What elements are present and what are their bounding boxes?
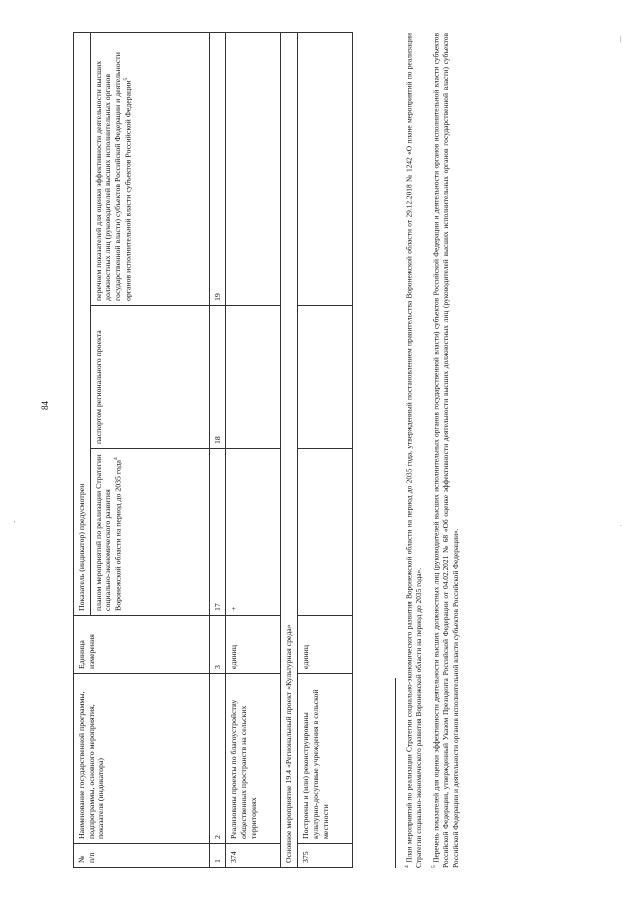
header-indicator-group: Показатель (индикатор) предусмотрен: [74, 33, 91, 616]
col-number: 1: [209, 844, 226, 868]
row-unit: единиц: [298, 616, 353, 674]
col-number: 2: [209, 674, 226, 844]
row-list-mark: [298, 33, 353, 306]
column-numbers-row: [209, 33, 226, 868]
footnote: $^4$ План мероприятий по реализации Стратегии социально-экономического развития Воронежской области на период до 2035 года, утвержденный постановлением правительства Воронежской области от 29.12.2018 № 1242 «О плане мероприятий по реализации Стратегии социально-экономического развития Воронежской области на период до 2035 года».: [404, 33, 424, 868]
margin-mark: |: [620, 35, 622, 43]
page-number: 84: [40, 401, 50, 410]
rotated-page-content: [73, 33, 588, 868]
section-title: Основное мероприятие 19.4 «Региональный проект «Культурная среда»: [281, 33, 298, 868]
col-number: 17: [209, 449, 226, 616]
col-number: 19: [209, 33, 226, 306]
row-plan-mark: [298, 449, 353, 616]
indicators-table: [73, 32, 353, 868]
row-passport-mark: [298, 306, 353, 449]
row-plan-mark: +: [226, 449, 281, 616]
footnote-rule: [395, 678, 396, 868]
header-name: Наименование государственной программы, подпрограммы, основного мероприятия, показателя (индикатора): [74, 674, 210, 844]
subheader-passport: паспортом регионального проекта: [90, 306, 209, 449]
header-unit: Единица измерения: [74, 616, 210, 674]
subheader-list: перечнем показателей для оценки эффективности деятельности высших должностных лиц (руководителей высших исполнительных органов государственной власти) субъектов Российской Федерации и деятельности органов исполнительной власти субъектов Российской Федерации$^5$: [90, 33, 209, 306]
footnotes: [395, 33, 460, 868]
subheader-plan: планом мероприятий по реализации Стратегии социально-экономического развития Воронежской области на период до 2035 года$^4$: [90, 449, 209, 616]
margin-mark: .: [620, 520, 622, 528]
col-number: 3: [209, 616, 226, 674]
margin-mark: ': [14, 520, 16, 528]
section-row: [281, 33, 298, 868]
row-name: Построены и (или) реконструированы культурно-досуговые учреждения в сельской местности: [298, 674, 353, 844]
row-num: 375: [298, 844, 353, 868]
row-name: Реализованы проекты по благоустройству общественных пространств на сельских территориях: [226, 674, 281, 844]
table-header-row: [74, 33, 91, 868]
table-row: [298, 33, 353, 868]
footnote: $^5$ Перечень показателей для оценки эффективности деятельности высших должностных лиц (руководителей высших исполнительных органов государственной власти) субъектов Российской Федерации и деятельности органов исполнительной власти субъектов Российской Федерации, утвержденный Указом Президента Российской Федерации от 04.02.2021 № 68 «Об оценке эффективности деятельности высших должностных лиц (руководителей высших исполнительных органов государственной власти) субъектов Российской Федерации и деятельности органов исполнительной власти субъектов Российской Федерации».: [430, 33, 460, 868]
table-row: [226, 33, 281, 868]
row-unit: единиц: [226, 616, 281, 674]
row-list-mark: [226, 33, 281, 306]
row-num: 374: [226, 844, 281, 868]
header-num: № п/п: [74, 844, 210, 868]
col-number: 18: [209, 306, 226, 449]
row-passport-mark: [226, 306, 281, 449]
